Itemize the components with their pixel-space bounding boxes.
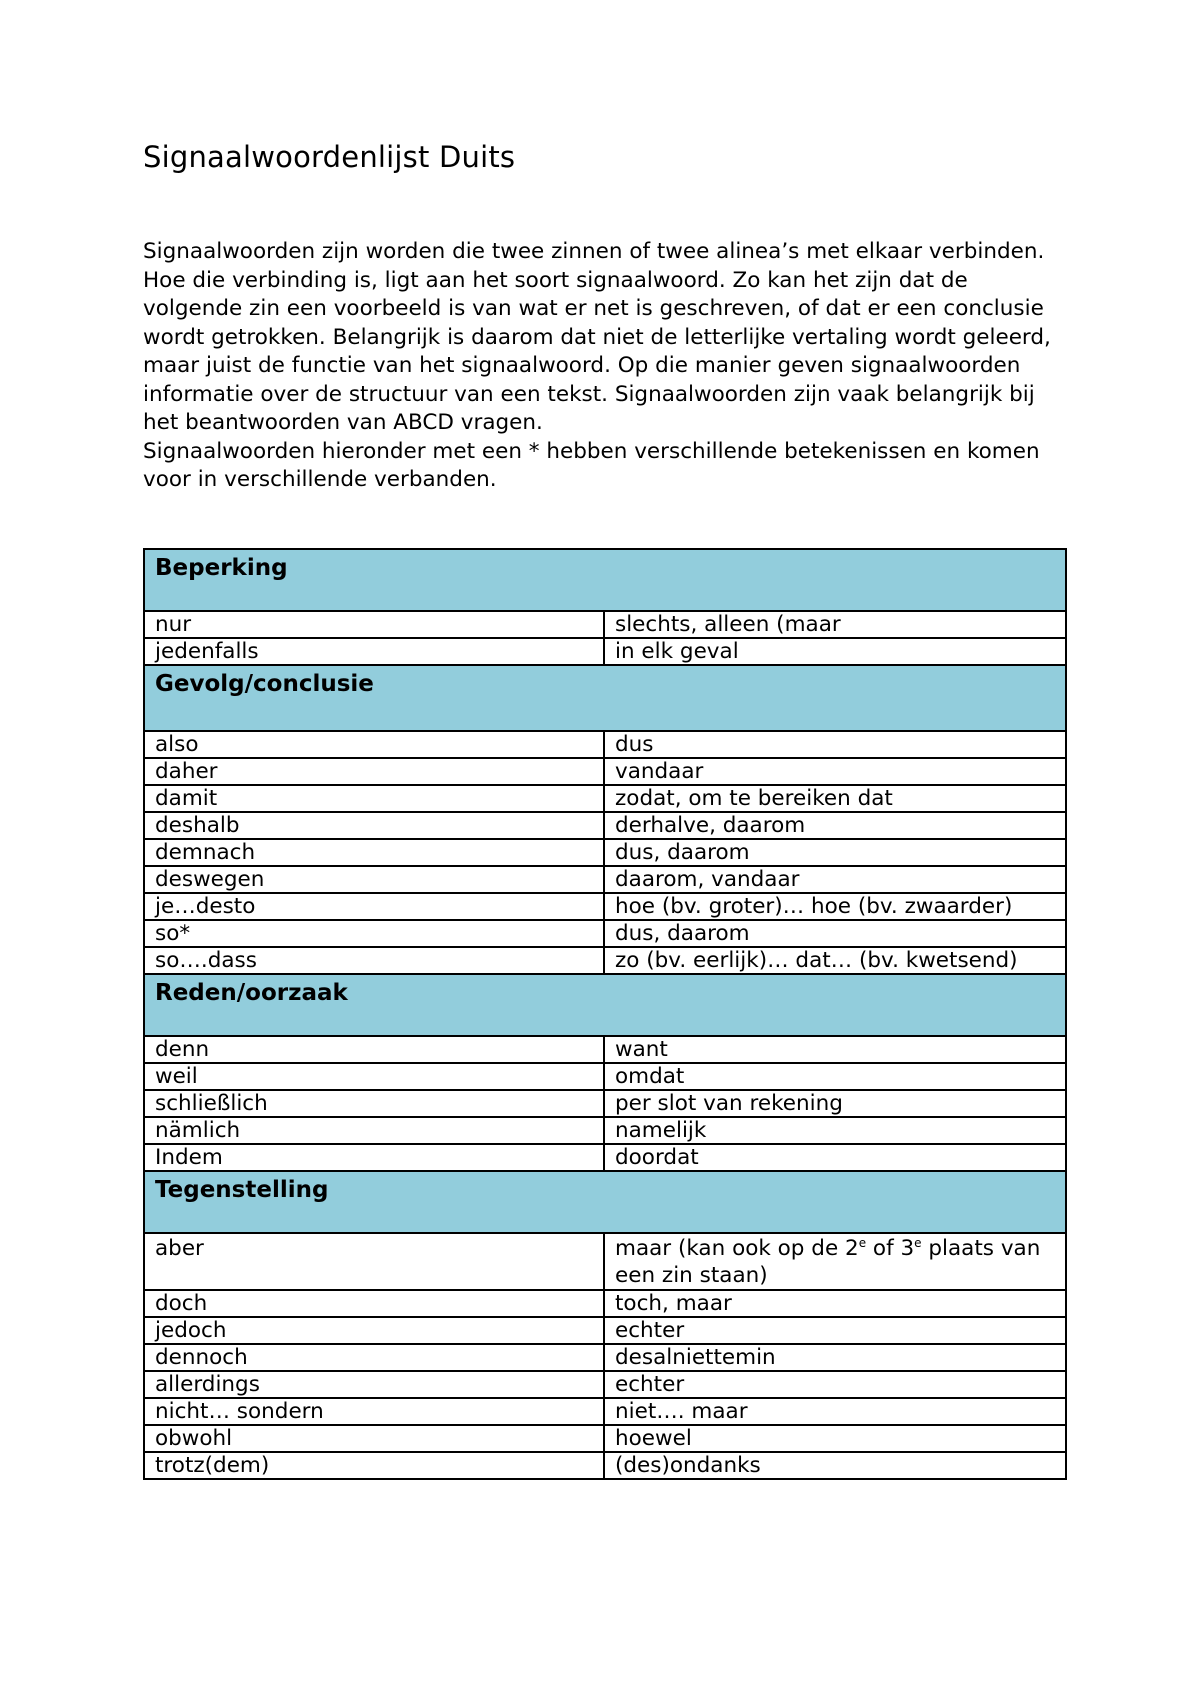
table-row bbox=[144, 1290, 1066, 1317]
table-row bbox=[144, 1452, 1066, 1479]
dutch-translation: hoe (bv. groter)… hoe (bv. zwaarder) bbox=[604, 893, 1066, 920]
german-word: schließlich bbox=[144, 1090, 604, 1117]
ordinal-suffix: e bbox=[914, 1235, 922, 1250]
section-heading: Tegenstelling bbox=[144, 1171, 1066, 1233]
german-word: aber bbox=[144, 1233, 604, 1290]
table-row bbox=[144, 1371, 1066, 1398]
german-word: Indem bbox=[144, 1144, 604, 1171]
section-header bbox=[144, 665, 1066, 731]
german-word: deshalb bbox=[144, 812, 604, 839]
dutch-translation: doordat bbox=[604, 1144, 1066, 1171]
table-row bbox=[144, 1117, 1066, 1144]
table-row bbox=[144, 611, 1066, 638]
intro-text bbox=[143, 238, 1063, 495]
dutch-translation: namelijk bbox=[604, 1117, 1066, 1144]
section-header bbox=[144, 1171, 1066, 1233]
signal-word-table bbox=[143, 548, 1067, 1480]
table-row bbox=[144, 638, 1066, 665]
german-word: denn bbox=[144, 1036, 604, 1063]
dutch-translation: zodat, om te bereiken dat bbox=[604, 785, 1066, 812]
german-word: jedoch bbox=[144, 1317, 604, 1344]
table-row bbox=[144, 1425, 1066, 1452]
table-row bbox=[144, 758, 1066, 785]
table-row bbox=[144, 920, 1066, 947]
dutch-translation: dus, daarom bbox=[604, 839, 1066, 866]
table-row bbox=[144, 866, 1066, 893]
page-title: Signaalwoordenlijst Duits bbox=[143, 140, 516, 174]
dutch-translation: hoewel bbox=[604, 1425, 1066, 1452]
dutch-translation: want bbox=[604, 1036, 1066, 1063]
table-row bbox=[144, 1344, 1066, 1371]
german-word: allerdings bbox=[144, 1371, 604, 1398]
dutch-translation: in elk geval bbox=[604, 638, 1066, 665]
translation-text: maar (kan ook op de 2 bbox=[615, 1236, 859, 1261]
german-word: demnach bbox=[144, 839, 604, 866]
german-word: jedenfalls bbox=[144, 638, 604, 665]
german-word: dennoch bbox=[144, 1344, 604, 1371]
section-heading: Gevolg/conclusie bbox=[144, 665, 1066, 731]
intro-paragraph: Signaalwoorden zijn worden die twee zinnen of twee alinea’s met elkaar verbinden. Hoe die verbinding is, ligt aan het soort signaalwoord. Zo kan het zijn dat de volgende zin een voorbeeld is van wat er net is geschreven, of dat er een conclusie wordt getrokken. Belangrijk is daarom dat niet de letterlijke vertaling wordt geleerd, maar juist de functie van het signaalwoord. Op die manier geven signaalwoorden informatie over de structuur van een tekst. Signaalwoorden zijn vaak belangrijk bij het beantwoorden van ABCD vragen. bbox=[143, 239, 1051, 435]
dutch-translation: daarom, vandaar bbox=[604, 866, 1066, 893]
table-row bbox=[144, 1090, 1066, 1117]
dutch-translation: niet…. maar bbox=[604, 1398, 1066, 1425]
translation-text: plaats van een zin staan) bbox=[615, 1236, 1041, 1288]
table-row bbox=[144, 839, 1066, 866]
section-header bbox=[144, 974, 1066, 1036]
german-word: nämlich bbox=[144, 1117, 604, 1144]
dutch-translation: desalniettemin bbox=[604, 1344, 1066, 1371]
table-row bbox=[144, 731, 1066, 758]
intro-note: Signaalwoorden hieronder met een * hebben verschillende betekenissen en komen voor in verschillende verbanden. bbox=[143, 438, 1040, 492]
table-row bbox=[144, 893, 1066, 920]
dutch-translation: (des)ondanks bbox=[604, 1452, 1066, 1479]
german-word: also bbox=[144, 731, 604, 758]
table-row bbox=[144, 1317, 1066, 1344]
dutch-translation: slechts, alleen (maar bbox=[604, 611, 1066, 638]
table-row bbox=[144, 1398, 1066, 1425]
german-word: nur bbox=[144, 611, 604, 638]
german-word: nicht… sondern bbox=[144, 1398, 604, 1425]
german-word: damit bbox=[144, 785, 604, 812]
german-word: weil bbox=[144, 1063, 604, 1090]
table-row bbox=[144, 1144, 1066, 1171]
dutch-translation: echter bbox=[604, 1317, 1066, 1344]
dutch-translation bbox=[604, 1233, 1066, 1290]
translation-text: of 3 bbox=[866, 1236, 915, 1261]
table-row bbox=[144, 785, 1066, 812]
table-row bbox=[144, 812, 1066, 839]
german-word: daher bbox=[144, 758, 604, 785]
table-row bbox=[144, 1036, 1066, 1063]
german-word: so* bbox=[144, 920, 604, 947]
german-word: deswegen bbox=[144, 866, 604, 893]
section-heading: Beperking bbox=[144, 549, 1066, 611]
dutch-translation: echter bbox=[604, 1371, 1066, 1398]
table-row bbox=[144, 947, 1066, 974]
dutch-translation: derhalve, daarom bbox=[604, 812, 1066, 839]
dutch-translation: dus bbox=[604, 731, 1066, 758]
dutch-translation: zo (bv. eerlijk)… dat… (bv. kwetsend) bbox=[604, 947, 1066, 974]
table-row bbox=[144, 1063, 1066, 1090]
section-header bbox=[144, 549, 1066, 611]
german-word: je…desto bbox=[144, 893, 604, 920]
dutch-translation: dus, daarom bbox=[604, 920, 1066, 947]
dutch-translation: vandaar bbox=[604, 758, 1066, 785]
dutch-translation: omdat bbox=[604, 1063, 1066, 1090]
dutch-translation: per slot van rekening bbox=[604, 1090, 1066, 1117]
german-word: obwohl bbox=[144, 1425, 604, 1452]
german-word: trotz(dem) bbox=[144, 1452, 604, 1479]
dutch-translation: toch, maar bbox=[604, 1290, 1066, 1317]
ordinal-suffix: e bbox=[858, 1235, 867, 1250]
german-word: doch bbox=[144, 1290, 604, 1317]
german-word: so….dass bbox=[144, 947, 604, 974]
section-heading: Reden/oorzaak bbox=[144, 974, 1066, 1036]
table-row bbox=[144, 1233, 1066, 1290]
